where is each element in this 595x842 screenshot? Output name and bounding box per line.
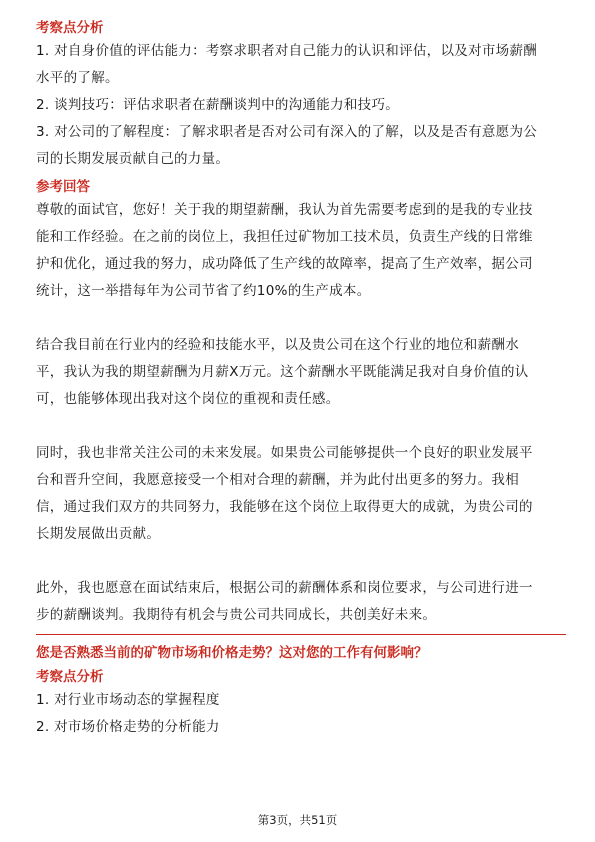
answer-line: 长期发展做出贡献。 [36,526,161,542]
answer-line: 此外，我也愿意在面试结束后，根据公司的薪酬体系和岗位要求，与公司进行进一 [36,580,533,596]
section-divider [36,634,566,635]
answer-line: 平，我认为我的期望薪酬为月薪X万元。这个薪酬水平既能满足我对自身价值的认 [36,364,529,380]
page-content [36,18,566,741]
paragraph-gap [36,305,566,332]
answer-line: 同时，我也非常关注公司的未来发展。如果贵公司能够提供一个良好的职业发展平 [36,445,533,461]
answer-line: 能和工作经验。在之前的岗位上，我担任过矿物加工技术员，负责生产线的日常维 [36,229,533,245]
analysis-line: 1. 对行业市场动态的掌握程度 [36,692,220,708]
paragraph-gap [36,413,566,440]
analysis-line: 2. 谈判技巧：评估求职者在薪酬谈判中的沟通能力和技巧。 [36,97,400,113]
analysis-line: 3. 对公司的了解程度：了解求职者是否对公司有深入的了解，以及是否有意愿为公 [36,124,538,140]
paragraph-gap [36,548,566,575]
answer-line: 结合我目前在行业内的经验和技能水平，以及贵公司在这个行业的地位和薪酬水 [36,337,519,353]
analysis-heading: 考察点分析 [36,20,104,36]
answer-line: 台和晋升空间，我愿意接受一个相对合理的薪酬，并为此付出更多的努力。我相 [36,472,519,488]
answer-line: 可，也能够体现出我对这个岗位的重视和责任感。 [36,391,340,407]
answer-line: 护和优化，通过我的努力，成功降低了生产线的故障率，提高了生产效率，据公司 [36,256,533,272]
answer-heading: 参考回答 [36,179,90,195]
answer-line: 统计，这一举措每年为公司节省了约10%的生产成本。 [36,283,371,299]
analysis-line: 1. 对自身价值的评估能力：考察求职者对自己能力的认识和评估，以及对市场薪酬 [36,43,538,59]
question-heading: 您是否熟悉当前的矿物市场和价格走势？这对您的工作有何影响？ [36,645,428,661]
page-number: 第3页，共51页 [257,813,338,827]
answer-line: 尊敬的面试官，您好！关于我的期望薪酬，我认为首先需要考虑到的是我的专业技 [36,202,533,218]
analysis-line: 水平的了解。 [36,70,119,86]
analysis-line: 司的长期发展贡献自己的力量。 [36,151,230,167]
analysis-heading: 考察点分析 [36,669,104,685]
analysis-line: 2. 对市场价格走势的分析能力 [36,719,220,735]
answer-line: 信，通过我们双方的共同努力，我能够在这个岗位上取得更大的成就，为贵公司的 [36,499,533,515]
answer-line: 步的薪酬谈判。我期待有机会与贵公司共同成长，共创美好未来。 [36,607,437,623]
